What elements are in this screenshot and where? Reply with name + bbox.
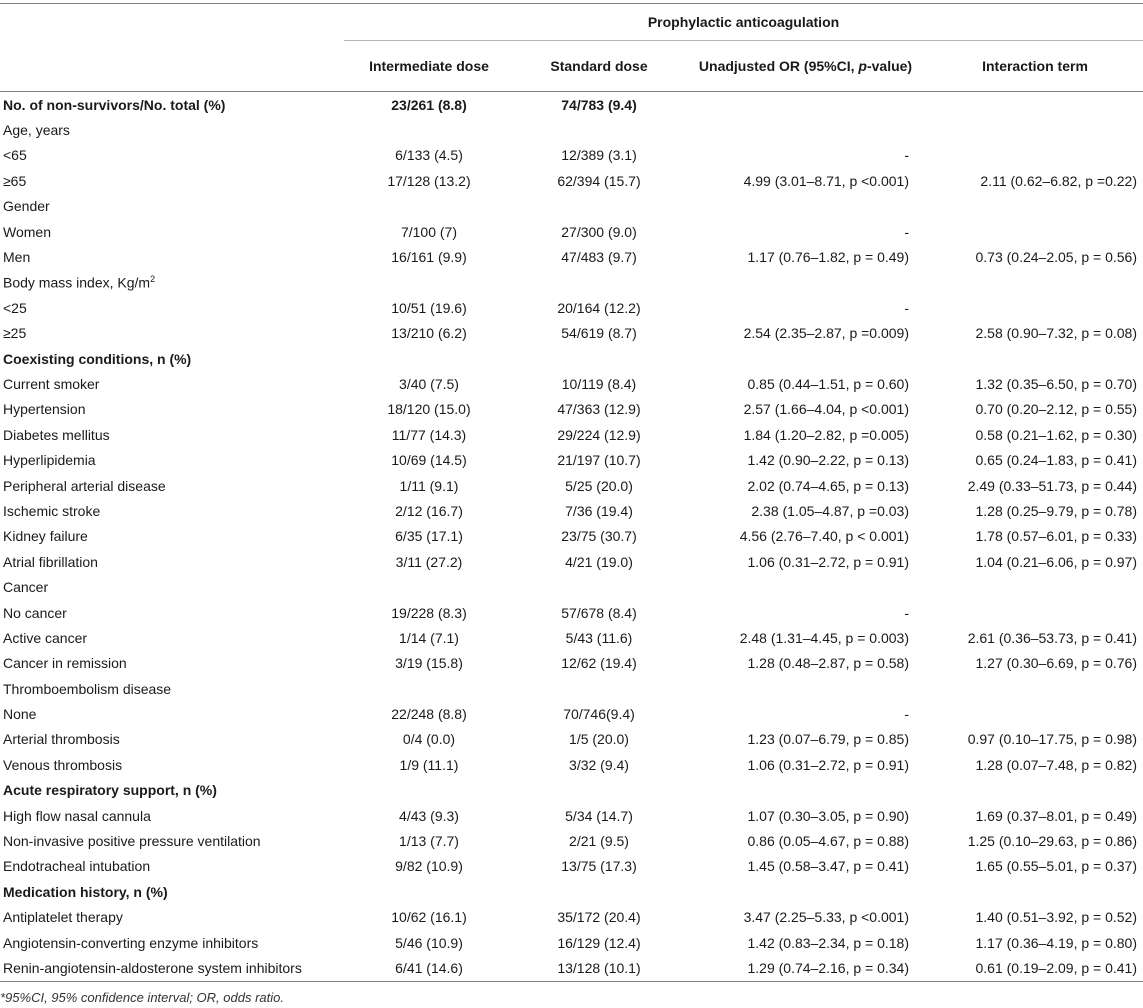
row-label-text: <25 (3, 299, 27, 316)
standard-cell: 3/32 (9.4) (569, 756, 629, 773)
table-body (0, 92, 1143, 982)
row-label (0, 270, 344, 295)
unadjusted-or-cell: - (904, 299, 909, 316)
standard-cell: 4/21 (19.0) (565, 553, 633, 570)
standard-cell: 5/43 (11.6) (565, 629, 633, 646)
standard-cell (514, 879, 684, 904)
unadjusted-or-cell: 3.47 (2.25–5.33, p <0.001) (743, 909, 909, 926)
interaction-cell: 1.69 (0.37–8.01, p = 0.49) (975, 807, 1137, 824)
standard-cell: 21/197 (10.7) (557, 452, 641, 469)
interaction-cell: 1.04 (0.21–6.06, p = 0.97) (975, 553, 1137, 570)
interaction-cell (927, 574, 1143, 599)
header-blank (0, 4, 344, 41)
row-label (0, 930, 344, 955)
row-label-text: Gender (3, 198, 50, 215)
standard-cell: 13/128 (10.1) (514, 955, 684, 981)
interaction-cell: 1.78 (0.57–6.01, p = 0.33) (975, 528, 1137, 545)
standard-cell (514, 270, 684, 295)
row-label (0, 524, 344, 549)
row-label (0, 168, 344, 193)
row-label (0, 549, 344, 574)
row-label-text: Active cancer (3, 629, 88, 646)
row-label (0, 295, 344, 320)
row-label (0, 422, 344, 447)
unadjusted-or-cell (684, 778, 927, 803)
table-row (0, 321, 1143, 346)
intermediate-cell: 6/41 (14.6) (344, 955, 514, 981)
standard-cell: 12/389 (3.1) (561, 147, 637, 164)
interaction-cell: 0.73 (0.24–2.05, p = 0.56) (975, 249, 1137, 266)
unadjusted-or-cell: 2.02 (0.74–4.65, p = 0.13) (747, 477, 909, 494)
standard-cell: 16/129 (12.4) (557, 934, 641, 951)
row-label (0, 498, 344, 523)
interaction-cell (927, 117, 1143, 142)
row-label (0, 321, 344, 346)
interaction-cell: 2.61 (0.36–53.73, p = 0.41) (967, 629, 1137, 646)
standard-cell: 2/21 (9.5) (569, 833, 629, 850)
row-label (0, 854, 344, 879)
unadjusted-or-cell (684, 879, 927, 904)
unadjusted-or-cell: 1.23 (0.07–6.79, p = 0.85) (747, 731, 909, 748)
row-label-text: <65 (3, 147, 27, 164)
standard-cell: 5/34 (14.7) (565, 807, 633, 824)
unadjusted-or-cell: 4.56 (2.76–7.40, p < 0.001) (739, 528, 909, 545)
interaction-cell: 0.61 (0.19–2.09, p = 0.41) (927, 955, 1143, 981)
intermediate-cell: 3/40 (7.5) (399, 375, 459, 392)
row-label (0, 194, 344, 219)
row-label (0, 371, 344, 396)
standard-cell (514, 778, 684, 803)
interaction-cell: 0.65 (0.24–1.83, p = 0.41) (975, 452, 1137, 469)
row-label-text: Non-invasive positive pressure ventilation (3, 833, 261, 850)
unadjusted-or-cell: - (904, 706, 909, 723)
table-row (0, 117, 1143, 142)
intermediate-cell: 10/62 (16.1) (391, 909, 467, 926)
column-header-intermediate: Intermediate dose (344, 40, 514, 92)
table-row (0, 625, 1143, 650)
row-label (0, 879, 344, 904)
interaction-cell: 1.32 (0.35–6.50, p = 0.70) (975, 375, 1137, 392)
intermediate-cell: 6/35 (17.1) (395, 528, 463, 545)
unadjusted-or-cell: 0.86 (0.05–4.67, p = 0.88) (747, 833, 909, 850)
interaction-cell: 1.40 (0.51–3.92, p = 0.52) (975, 909, 1137, 926)
row-label-text: Body mass index, Kg/m (3, 274, 151, 291)
standard-cell (514, 346, 684, 371)
unadjusted-or-cell: 2.38 (1.05–4.87, p =0.03) (751, 502, 909, 519)
standard-cell: 13/75 (17.3) (561, 858, 637, 875)
standard-cell (514, 676, 684, 701)
interaction-cell: 0.97 (0.10–17.75, p = 0.98) (967, 731, 1137, 748)
row-label-text: Diabetes mellitus (3, 426, 110, 443)
row-label-text: Atrial fibrillation (3, 553, 98, 570)
column-header-unadjusted-or: Unadjusted OR (95%CI, p-value) (684, 40, 927, 92)
intermediate-cell (344, 676, 514, 701)
standard-cell: 47/483 (9.7) (561, 249, 637, 266)
intermediate-cell: 7/100 (7) (400, 223, 458, 240)
interaction-cell: 1.28 (0.25–9.79, p = 0.78) (975, 502, 1137, 519)
row-label-text: ≥65 (3, 172, 27, 189)
intermediate-cell (344, 879, 514, 904)
unadjusted-or-cell: 2.57 (1.66–4.04, p <0.001) (743, 401, 909, 418)
unadjusted-or-cell: 1.17 (0.76–1.82, p = 0.49) (747, 249, 909, 266)
unadjusted-or-cell: 2.48 (1.31–4.45, p = 0.003) (739, 629, 909, 646)
intermediate-cell: 5/46 (10.9) (395, 934, 463, 951)
table-row (0, 651, 1143, 676)
unadjusted-or-cell (684, 270, 927, 295)
row-label (0, 346, 344, 371)
standard-cell: 47/363 (12.9) (557, 401, 641, 418)
table-row (0, 955, 1143, 981)
unadjusted-or-cell: 1.28 (0.48–2.87, p = 0.58) (747, 655, 909, 672)
standard-cell: 57/678 (8.4) (561, 604, 637, 621)
intermediate-cell: 22/248 (8.8) (391, 706, 467, 723)
row-label-text: ≥25 (3, 325, 27, 342)
row-label-text: Angiotensin-converting enzyme inhibitors (3, 934, 259, 951)
interaction-cell: 0.70 (0.20–2.12, p = 0.55) (975, 401, 1137, 418)
table-row (0, 676, 1143, 701)
row-label (0, 219, 344, 244)
row-label (0, 778, 344, 803)
intermediate-cell: 13/210 (6.2) (391, 325, 467, 342)
interaction-cell (927, 295, 1143, 320)
intermediate-cell (344, 117, 514, 142)
unadjusted-or-cell: 4.99 (3.01–8.71, p <0.001) (743, 172, 909, 189)
intermediate-cell (344, 270, 514, 295)
interaction-cell (927, 701, 1143, 726)
standard-cell (514, 117, 684, 142)
interaction-cell (927, 600, 1143, 625)
row-label-text: Renin-angiotensin-aldosterone system inhibitors (3, 959, 302, 976)
column-header-standard: Standard dose (514, 40, 684, 92)
interaction-cell: 0.58 (0.21–1.62, p = 0.30) (975, 426, 1137, 443)
unadjusted-or-cell: 1.06 (0.31–2.72, p = 0.91) (747, 756, 909, 773)
row-label-text: None (3, 706, 37, 723)
standard-cell: 5/25 (20.0) (565, 477, 633, 494)
table-row (0, 168, 1143, 193)
intermediate-cell: 19/228 (8.3) (391, 604, 467, 621)
row-label-text: No. of non-survivors/No. total (%) (3, 96, 226, 113)
unadjusted-or-cell (684, 92, 927, 118)
interaction-cell (927, 346, 1143, 371)
row-label-text: Medication history, n (%) (3, 883, 168, 900)
table-row (0, 854, 1143, 879)
row-label-text: Kidney failure (3, 528, 88, 545)
standard-cell: 74/783 (9.4) (561, 96, 637, 113)
table-row (0, 905, 1143, 930)
row-label (0, 143, 344, 168)
standard-cell: 23/75 (30.7) (561, 528, 637, 545)
standard-cell: 29/224 (12.9) (557, 426, 641, 443)
table-row (0, 295, 1143, 320)
intermediate-cell: 11/77 (14.3) (391, 426, 467, 443)
unadjusted-or-cell: 1.06 (0.31–2.72, p = 0.91) (747, 553, 909, 570)
intermediate-cell: 3/19 (15.8) (395, 655, 463, 672)
unadjusted-or-cell: - (904, 147, 909, 164)
row-label-text: Hypertension (3, 401, 86, 418)
table-row (0, 930, 1143, 955)
table-row (0, 473, 1143, 498)
row-label (0, 651, 344, 676)
intermediate-cell: 17/128 (13.2) (387, 172, 471, 189)
row-label (0, 447, 344, 472)
row-label-text: Ischemic stroke (3, 502, 101, 519)
standard-cell: 20/164 (12.2) (557, 299, 641, 316)
table-row (0, 549, 1143, 574)
unadjusted-or-cell (684, 574, 927, 599)
table-row (0, 397, 1143, 422)
row-label (0, 955, 344, 981)
intermediate-cell: 0/4 (0.0) (402, 731, 456, 748)
standard-cell: 35/172 (20.4) (557, 909, 641, 926)
column-header-interaction: Interaction term (927, 40, 1143, 92)
row-label (0, 701, 344, 726)
intermediate-cell (344, 574, 514, 599)
row-label-text: Current smoker (3, 375, 100, 392)
row-label (0, 397, 344, 422)
table-row (0, 727, 1143, 752)
row-label (0, 625, 344, 650)
interaction-cell (927, 92, 1143, 118)
standard-cell: 27/300 (9.0) (561, 223, 637, 240)
intermediate-cell (344, 194, 514, 219)
table-row (0, 194, 1143, 219)
row-label-text: Arterial thrombosis (3, 731, 120, 748)
interaction-cell (927, 270, 1143, 295)
unadjusted-or-cell (684, 346, 927, 371)
superscript: 2 (150, 274, 156, 285)
unadjusted-or-cell: 1.42 (0.83–2.34, p = 0.18) (747, 934, 909, 951)
unadjusted-or-cell: - (904, 223, 909, 240)
table-row (0, 219, 1143, 244)
standard-cell: 54/619 (8.7) (561, 325, 637, 342)
interaction-cell (927, 778, 1143, 803)
interaction-cell: 1.28 (0.07–7.48, p = 0.82) (975, 756, 1137, 773)
unadjusted-or-cell (684, 676, 927, 701)
intermediate-cell: 2/12 (16.7) (395, 502, 463, 519)
intermediate-cell: 10/69 (14.5) (391, 452, 467, 469)
table-row (0, 524, 1143, 549)
interaction-cell: 2.58 (0.90–7.32, p = 0.08) (975, 325, 1137, 342)
table-row (0, 143, 1143, 168)
intermediate-cell: 1/14 (7.1) (399, 629, 459, 646)
intermediate-cell: 18/120 (15.0) (387, 401, 471, 418)
row-label-text: Coexisting conditions, n (%) (3, 350, 192, 367)
unadjusted-or-cell (684, 117, 927, 142)
interaction-cell (927, 219, 1143, 244)
row-label (0, 600, 344, 625)
standard-cell (514, 574, 684, 599)
row-label (0, 244, 344, 269)
intermediate-cell: 9/82 (10.9) (395, 858, 463, 875)
table-row (0, 701, 1143, 726)
interaction-cell: 1.65 (0.55–5.01, p = 0.37) (975, 858, 1137, 875)
table-row (0, 447, 1143, 472)
intermediate-cell: 16/161 (9.9) (391, 249, 467, 266)
intermediate-cell: 10/51 (19.6) (391, 299, 467, 316)
row-label-text: Peripheral arterial disease (3, 477, 166, 494)
row-label (0, 905, 344, 930)
unadjusted-or-cell: 1.07 (0.30–3.05, p = 0.90) (747, 807, 909, 824)
intermediate-cell: 1/13 (7.7) (399, 833, 459, 850)
unadjusted-or-cell: 2.54 (2.35–2.87, p =0.009) (743, 325, 909, 342)
row-label (0, 574, 344, 599)
unadjusted-or-cell: 1.29 (0.74–2.16, p = 0.34) (684, 955, 927, 981)
intermediate-cell: 1/9 (11.1) (399, 756, 459, 773)
interaction-cell: 1.25 (0.10–29.63, p = 0.86) (967, 833, 1137, 850)
intermediate-cell: 4/43 (9.3) (399, 807, 459, 824)
table-row (0, 778, 1143, 803)
interaction-cell: 1.27 (0.30–6.69, p = 0.76) (975, 655, 1137, 672)
group-header: Prophylactic anticoagulation (344, 4, 1143, 41)
row-label (0, 727, 344, 752)
results-table (0, 3, 1143, 982)
unadjusted-or-cell (684, 194, 927, 219)
unadjusted-or-cell: 1.84 (1.20–2.82, p =0.005) (743, 426, 909, 443)
standard-cell: 10/119 (8.4) (561, 375, 637, 392)
table-row (0, 244, 1143, 269)
table-row (0, 498, 1143, 523)
row-label-text: Cancer in remission (3, 655, 127, 672)
intermediate-cell: 1/11 (9.1) (399, 477, 459, 494)
interaction-cell (927, 143, 1143, 168)
row-label-text: Acute respiratory support, n (%) (3, 782, 217, 799)
row-label-text: High flow nasal cannula (3, 807, 151, 824)
row-label (0, 92, 344, 118)
table-row (0, 752, 1143, 777)
row-label (0, 752, 344, 777)
row-label-text: Women (3, 223, 51, 240)
table-row (0, 828, 1143, 853)
table-row (0, 574, 1143, 599)
unadjusted-or-cell: 1.42 (0.90–2.22, p = 0.13) (747, 452, 909, 469)
row-label-text: Thromboembolism disease (3, 680, 172, 697)
table-row (0, 879, 1143, 904)
row-label (0, 676, 344, 701)
standard-cell: 70/746(9.4) (563, 706, 635, 723)
unadjusted-or-cell: 0.85 (0.44–1.51, p = 0.60) (747, 375, 909, 392)
standard-cell: 1/5 (20.0) (569, 731, 629, 748)
table-row (0, 346, 1143, 371)
row-label (0, 473, 344, 498)
row-label-text: Cancer (3, 579, 49, 596)
row-label-text: No cancer (3, 604, 67, 621)
interaction-cell (927, 879, 1143, 904)
interaction-cell: 1.17 (0.36–4.19, p = 0.80) (975, 934, 1137, 951)
interaction-cell: 2.49 (0.33–51.73, p = 0.44) (967, 477, 1137, 494)
row-label (0, 828, 344, 853)
standard-cell (514, 194, 684, 219)
intermediate-cell: 3/11 (27.2) (395, 553, 463, 570)
row-label-text: Venous thrombosis (3, 756, 123, 773)
interaction-cell (927, 676, 1143, 701)
intermediate-cell (344, 778, 514, 803)
interaction-cell: 2.11 (0.62–6.82, p =0.22) (980, 172, 1137, 189)
header-blank (0, 40, 344, 92)
table-row (0, 422, 1143, 447)
intermediate-cell (344, 346, 514, 371)
unadjusted-or-cell: - (904, 604, 909, 621)
table-row (0, 371, 1143, 396)
footnote: *95%CI, 95% confidence interval; OR, odds ratio. (0, 990, 284, 1005)
table-row (0, 92, 1143, 118)
interaction-cell (927, 194, 1143, 219)
row-label-text: Men (3, 249, 31, 266)
intermediate-cell: 6/133 (4.5) (395, 147, 463, 164)
standard-cell: 62/394 (15.7) (557, 172, 641, 189)
table-row (0, 803, 1143, 828)
row-label-text: Antiplatelet therapy (3, 909, 123, 926)
table-row (0, 600, 1143, 625)
row-label-text: Age, years (3, 122, 70, 139)
intermediate-cell: 23/261 (8.8) (391, 96, 467, 113)
row-label (0, 803, 344, 828)
row-label-text: Hyperlipidemia (3, 452, 96, 469)
standard-cell: 7/36 (19.4) (565, 502, 633, 519)
unadjusted-or-cell: 1.45 (0.58–3.47, p = 0.41) (747, 858, 909, 875)
table-row (0, 270, 1143, 295)
row-label-text: Endotracheal intubation (3, 858, 151, 875)
standard-cell: 12/62 (19.4) (561, 655, 637, 672)
row-label (0, 117, 344, 142)
